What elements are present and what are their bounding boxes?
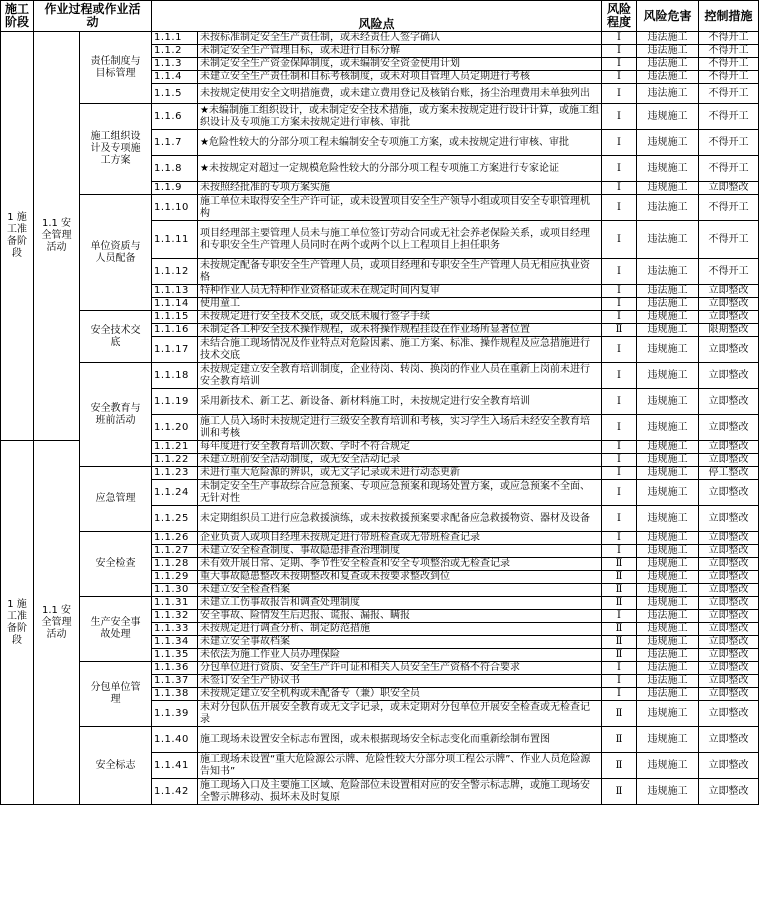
table-row [1, 363, 759, 389]
control-measure: 不得开工 [699, 104, 759, 130]
sub-activity-cell: 安全技术交 底 [80, 311, 152, 363]
risk-harm: 违法施工 [637, 688, 699, 701]
risk-text: 未有效开展日常、定期、季节性安全检查和安全专项整治或无检查记录 [198, 558, 602, 571]
risk-text: 未依法为施工作业人员办理保险 [198, 649, 602, 662]
risk-level: Ⅰ [602, 130, 637, 156]
risk-level: Ⅰ [602, 415, 637, 441]
risk-harm: 违规施工 [637, 363, 699, 389]
sub-activity-cell: 责任制度与 目标管理 [80, 32, 152, 104]
risk-level: Ⅰ [602, 221, 637, 259]
risk-text: 未按规定配备专职安全生产管理人员，或项目经理和专职安全生产管理人员无相应执业资格 [198, 259, 602, 285]
risk-level: Ⅰ [602, 58, 637, 71]
risk-level: Ⅰ [602, 298, 637, 311]
item-code: 1.1.17 [152, 337, 198, 363]
risk-level: Ⅱ [602, 584, 637, 597]
stage-cell: 1 施 工准 备阶 段 [1, 441, 34, 805]
header-harm: 风险危害 [637, 1, 699, 32]
risk-level: Ⅰ [602, 441, 637, 454]
sub-activity-cell: 生产安全事 故处理 [80, 597, 152, 662]
header-level: 风险 程度 [602, 1, 637, 32]
control-measure: 立即整改 [699, 285, 759, 298]
item-code: 1.1.20 [152, 415, 198, 441]
risk-harm: 违规施工 [637, 415, 699, 441]
risk-harm: 违法施工 [637, 675, 699, 688]
risk-level: Ⅰ [602, 610, 637, 623]
risk-text: 未制定各工种安全技术操作规程，或未将操作规程挂设在作业场所显著位置 [198, 324, 602, 337]
risk-harm: 违规施工 [637, 558, 699, 571]
risk-level: Ⅰ [602, 506, 637, 532]
item-code: 1.1.18 [152, 363, 198, 389]
item-code: 1.1.10 [152, 195, 198, 221]
risk-text: 未建立班前安全活动制度，或无安全活动记录 [198, 454, 602, 467]
item-code: 1.1.14 [152, 298, 198, 311]
risk-text: 未建立安全生产责任制和目标考核制度，或未对项目管理人员定期进行考核 [198, 71, 602, 84]
control-measure: 不得开工 [699, 58, 759, 71]
control-measure: 立即整改 [699, 701, 759, 727]
header-control: 控制措施 [699, 1, 759, 32]
risk-harm: 违规施工 [637, 337, 699, 363]
risk-text: ★危险性较大的分部分项工程未编制安全专项施工方案，或未按规定进行审核、审批 [198, 130, 602, 156]
risk-harm: 违规施工 [637, 636, 699, 649]
control-measure: 立即整改 [699, 415, 759, 441]
risk-level: Ⅰ [602, 545, 637, 558]
sub-activity-cell: 单位资质与 人员配备 [80, 195, 152, 311]
item-code: 1.1.21 [152, 441, 198, 454]
risk-level: Ⅰ [602, 480, 637, 506]
risk-harm: 违规施工 [637, 441, 699, 454]
item-code: 1.1.37 [152, 675, 198, 688]
risk-text: 未签订安全生产协议书 [198, 675, 602, 688]
item-code: 1.1.19 [152, 389, 198, 415]
control-measure: 立即整改 [699, 753, 759, 779]
item-code: 1.1.3 [152, 58, 198, 71]
risk-harm: 违规施工 [637, 584, 699, 597]
item-code: 1.1.23 [152, 467, 198, 480]
risk-harm: 违规施工 [637, 467, 699, 480]
risk-level: Ⅰ [602, 688, 637, 701]
risk-harm: 违规施工 [637, 571, 699, 584]
item-code: 1.1.22 [152, 454, 198, 467]
item-code: 1.1.6 [152, 104, 198, 130]
risk-text: 未制定安全生产事故综合应急预案、专项应急预案和现场处置方案，或应急预案不全面、无针对性 [198, 480, 602, 506]
risk-text: 施工现场未设置“重大危险源公示牌、危险性较大分部分项工程公示牌”、作业人员危险源告知书” [198, 753, 602, 779]
risk-level: Ⅱ [602, 649, 637, 662]
control-measure: 立即整改 [699, 558, 759, 571]
item-code: 1.1.12 [152, 259, 198, 285]
risk-text: 每年度进行安全教育培训次数、学时不符合规定 [198, 441, 602, 454]
risk-level: Ⅰ [602, 32, 637, 45]
item-code: 1.1.9 [152, 182, 198, 195]
item-code: 1.1.24 [152, 480, 198, 506]
control-measure: 立即整改 [699, 636, 759, 649]
risk-level: Ⅰ [602, 675, 637, 688]
control-measure: 不得开工 [699, 84, 759, 104]
risk-level: Ⅰ [602, 156, 637, 182]
risk-text: 未按规定进行安全技术交底，或交底未履行签字手续 [198, 311, 602, 324]
item-code: 1.1.1 [152, 32, 198, 45]
risk-text: 未建立安全事故档案 [198, 636, 602, 649]
risk-level: Ⅰ [602, 454, 637, 467]
risk-text: 重大事故隐患整改未按期整改和复查或未按要求整改到位 [198, 571, 602, 584]
risk-text: 使用童工 [198, 298, 602, 311]
risk-text: 未按规定建立安全教育培训制度，企业待岗、转岗、换岗的作业人员在重新上岗前未进行安全教育培训 [198, 363, 602, 389]
risk-level: Ⅱ [602, 571, 637, 584]
risk-text: 未按规定建立安全机构或未配备专（兼）职安全员 [198, 688, 602, 701]
item-code: 1.1.2 [152, 45, 198, 58]
risk-text: 未制定安全生产资金保障制度，或未编制安全资金使用计划 [198, 58, 602, 71]
risk-text: ★未按规定对超过一定规模危险性较大的分部分项工程专项施工方案进行专家论证 [198, 156, 602, 182]
risk-level: Ⅰ [602, 259, 637, 285]
control-measure: 立即整改 [699, 298, 759, 311]
risk-level: Ⅰ [602, 182, 637, 195]
item-code: 1.1.30 [152, 584, 198, 597]
risk-level: Ⅱ [602, 623, 637, 636]
risk-harm: 违法施工 [637, 662, 699, 675]
item-code: 1.1.40 [152, 727, 198, 753]
risk-level: Ⅱ [602, 753, 637, 779]
risk-text: 施工人员入场时未按规定进行三级安全教育培训和考核，实习学生入场后未经安全教育培训和考核 [198, 415, 602, 441]
control-measure: 立即整改 [699, 480, 759, 506]
risk-harm: 违规施工 [637, 545, 699, 558]
risk-text: 未建立安全检查制度、事故隐患排查治理制度 [198, 545, 602, 558]
risk-text: 采用新技术、新工艺、新设备、新材料施工时，未按规定进行安全教育培训 [198, 389, 602, 415]
item-code: 1.1.27 [152, 545, 198, 558]
risk-text: 未建立安全检查档案 [198, 584, 602, 597]
risk-text: 未按规定进行调查分析、制定防范措施 [198, 623, 602, 636]
risk-text: 安全事故、险情发生后迟报、谎报、漏报、瞒报 [198, 610, 602, 623]
control-measure: 立即整改 [699, 337, 759, 363]
risk-level: Ⅰ [602, 532, 637, 545]
risk-level: Ⅰ [602, 389, 637, 415]
table-row [1, 727, 759, 753]
table-row [1, 532, 759, 545]
risk-text: 未按标准制定安全生产责任制，或未经责任人签字确认 [198, 32, 602, 45]
risk-harm: 违法施工 [637, 285, 699, 298]
risk-text: 未对分包队伍开展安全教育或无文字记录，或未定期对分包单位开展安全检查或无检查记录 [198, 701, 602, 727]
risk-harm: 违法施工 [637, 221, 699, 259]
control-measure: 立即整改 [699, 688, 759, 701]
risk-text: 施工单位未取得安全生产许可证，或未设置项目安全生产领导小组或项目安全专职管理机构 [198, 195, 602, 221]
item-code: 1.1.32 [152, 610, 198, 623]
risk-level: Ⅰ [602, 337, 637, 363]
item-code: 1.1.15 [152, 311, 198, 324]
control-measure: 限期整改 [699, 324, 759, 337]
risk-level: Ⅱ [602, 597, 637, 610]
risk-text: 未按规定使用安全文明措施费，或未建立费用登记及核销台账，扬尘治理费用未单独列出 [198, 84, 602, 104]
risk-level: Ⅰ [602, 71, 637, 84]
control-measure: 立即整改 [699, 506, 759, 532]
control-measure: 立即整改 [699, 441, 759, 454]
risk-level: Ⅰ [602, 45, 637, 58]
risk-text: 未结合施工现场情况及作业特点对危险因素、施工方案、标准、操作规程及应急措施进行技术交底 [198, 337, 602, 363]
risk-harm: 违规施工 [637, 506, 699, 532]
risk-level: Ⅱ [602, 727, 637, 753]
control-measure: 立即整改 [699, 662, 759, 675]
risk-harm: 违规施工 [637, 104, 699, 130]
risk-text: 未进行重大危险源的辨识，或无文字记录或未进行动态更新 [198, 467, 602, 480]
control-measure: 不得开工 [699, 130, 759, 156]
risk-level: Ⅱ [602, 558, 637, 571]
sub-activity-cell: 分包单位管 理 [80, 662, 152, 727]
table-row [1, 195, 759, 221]
item-code: 1.1.35 [152, 649, 198, 662]
risk-harm: 违规施工 [637, 701, 699, 727]
control-measure: 立即整改 [699, 571, 759, 584]
risk-harm: 违法施工 [637, 58, 699, 71]
item-code: 1.1.33 [152, 623, 198, 636]
control-measure: 立即整改 [699, 584, 759, 597]
control-measure: 不得开工 [699, 156, 759, 182]
header-item: 风险点 [152, 1, 602, 32]
sub-activity-cell: 安全教育与 班前活动 [80, 363, 152, 467]
process-cell: 1.1 安 全管理 活动 [34, 441, 80, 805]
risk-level: Ⅰ [602, 662, 637, 675]
control-measure: 停工整改 [699, 467, 759, 480]
header-row [1, 1, 759, 32]
item-code: 1.1.38 [152, 688, 198, 701]
risk-level: Ⅰ [602, 104, 637, 130]
item-code: 1.1.25 [152, 506, 198, 532]
table-row [1, 597, 759, 610]
control-measure: 立即整改 [699, 532, 759, 545]
risk-harm: 违规施工 [637, 324, 699, 337]
risk-level: Ⅱ [602, 636, 637, 649]
sub-activity-cell: 施工组织设 计及专项施 工方案 [80, 104, 152, 195]
risk-harm: 违规施工 [637, 532, 699, 545]
risk-level: Ⅰ [602, 363, 637, 389]
risk-level: Ⅱ [602, 779, 637, 805]
risk-level: Ⅰ [602, 285, 637, 298]
table-row [1, 662, 759, 675]
control-measure: 不得开工 [699, 71, 759, 84]
item-code: 1.1.4 [152, 71, 198, 84]
risk-text: 未制定安全生产管理目标，或未进行目标分解 [198, 45, 602, 58]
control-measure: 不得开工 [699, 45, 759, 58]
table-row [1, 311, 759, 324]
item-code: 1.1.8 [152, 156, 198, 182]
risk-harm: 违规施工 [637, 389, 699, 415]
risk-level: Ⅰ [602, 311, 637, 324]
risk-harm: 违规施工 [637, 156, 699, 182]
risk-harm: 违法施工 [637, 610, 699, 623]
table-row [1, 104, 759, 130]
control-measure: 不得开工 [699, 32, 759, 45]
table-row [1, 467, 759, 480]
sub-activity-cell: 安全标志 [80, 727, 152, 805]
control-measure: 立即整改 [699, 675, 759, 688]
control-measure: 立即整改 [699, 363, 759, 389]
item-code: 1.1.28 [152, 558, 198, 571]
sub-activity-cell: 应急管理 [80, 467, 152, 532]
risk-harm: 违法施工 [637, 259, 699, 285]
control-measure: 立即整改 [699, 182, 759, 195]
risk-level: Ⅱ [602, 324, 637, 337]
risk-text: 企业负责人或项目经理未按规定进行带班检查或无带班检查记录 [198, 532, 602, 545]
control-measure: 立即整改 [699, 545, 759, 558]
risk-harm: 违规施工 [637, 779, 699, 805]
header-process: 作业过程或作业活 动 [34, 1, 152, 32]
control-measure: 不得开工 [699, 195, 759, 221]
control-measure: 立即整改 [699, 623, 759, 636]
control-measure: 立即整改 [699, 779, 759, 805]
risk-harm: 违法施工 [637, 195, 699, 221]
risk-harm: 违法施工 [637, 298, 699, 311]
risk-harm: 违法施工 [637, 71, 699, 84]
item-code: 1.1.26 [152, 532, 198, 545]
risk-level: Ⅰ [602, 195, 637, 221]
item-code: 1.1.31 [152, 597, 198, 610]
item-code: 1.1.29 [152, 571, 198, 584]
control-measure: 立即整改 [699, 389, 759, 415]
risk-text: 未定期组织员工进行应急救援演练，或未按救援预案要求配备应急救援物资、器材及设备 [198, 506, 602, 532]
stage-cell: 1 施 工准 备阶 段 [1, 32, 34, 441]
risk-text: 未建立工伤事故报告和调查处理制度 [198, 597, 602, 610]
risk-harm: 违规施工 [637, 311, 699, 324]
risk-text: 特种作业人员无特种作业资格证或未在规定时间内复审 [198, 285, 602, 298]
control-measure: 不得开工 [699, 221, 759, 259]
risk-text: 未按照经批准的专项方案实施 [198, 182, 602, 195]
item-code: 1.1.42 [152, 779, 198, 805]
control-measure: 不得开工 [699, 259, 759, 285]
risk-text: 项目经理部主要管理人员未与施工单位签订劳动合同或无社会养老保险关系，或项目经理和专职安全生产管理人员同时在两个或两个以上工程项目上担任职务 [198, 221, 602, 259]
risk-harm: 违规施工 [637, 480, 699, 506]
item-code: 1.1.13 [152, 285, 198, 298]
risk-harm: 违规施工 [637, 182, 699, 195]
control-measure: 立即整改 [699, 649, 759, 662]
risk-level: Ⅰ [602, 84, 637, 104]
control-measure: 立即整改 [699, 610, 759, 623]
risk-level: Ⅰ [602, 467, 637, 480]
control-measure: 立即整改 [699, 454, 759, 467]
risk-harm: 违规施工 [637, 597, 699, 610]
control-measure: 立即整改 [699, 727, 759, 753]
risk-harm: 违法施工 [637, 649, 699, 662]
risk-text: 施工现场入口及主要施工区域、危险部位未设置相对应的安全警示标志牌，或施工现场安全警示牌移动、损坏未及时复原 [198, 779, 602, 805]
risk-harm: 违规施工 [637, 454, 699, 467]
process-cell: 1.1 安 全管理 活动 [34, 32, 80, 441]
item-code: 1.1.7 [152, 130, 198, 156]
risk-harm: 违法施工 [637, 84, 699, 104]
header-stage: 施工 阶段 [1, 1, 34, 32]
item-code: 1.1.16 [152, 324, 198, 337]
risk-harm: 违规施工 [637, 753, 699, 779]
item-code: 1.1.11 [152, 221, 198, 259]
item-code: 1.1.41 [152, 753, 198, 779]
table-row [1, 32, 759, 45]
risk-text: ★未编制施工组织设计，或未制定安全技术措施，或方案未按规定进行设计计算，或施工组织设计及专项施工方案未按规定进行审核、审批 [198, 104, 602, 130]
risk-harm: 违法施工 [637, 32, 699, 45]
risk-level: Ⅱ [602, 701, 637, 727]
control-measure: 立即整改 [699, 311, 759, 324]
item-code: 1.1.5 [152, 84, 198, 104]
risk-text: 分包单位进行资质、安全生产许可证和相关人员安全生产资格不符合要求 [198, 662, 602, 675]
item-code: 1.1.34 [152, 636, 198, 649]
risk-text: 施工现场未设置安全标志布置图，或未根据现场安全标志变化而重新绘制布置图 [198, 727, 602, 753]
risk-harm: 违规施工 [637, 727, 699, 753]
item-code: 1.1.36 [152, 662, 198, 675]
control-measure: 立即整改 [699, 597, 759, 610]
item-code: 1.1.39 [152, 701, 198, 727]
sub-activity-cell: 安全检查 [80, 532, 152, 597]
risk-harm: 违法施工 [637, 45, 699, 58]
risk-harm: 违规施工 [637, 130, 699, 156]
risk-harm: 违规施工 [637, 623, 699, 636]
